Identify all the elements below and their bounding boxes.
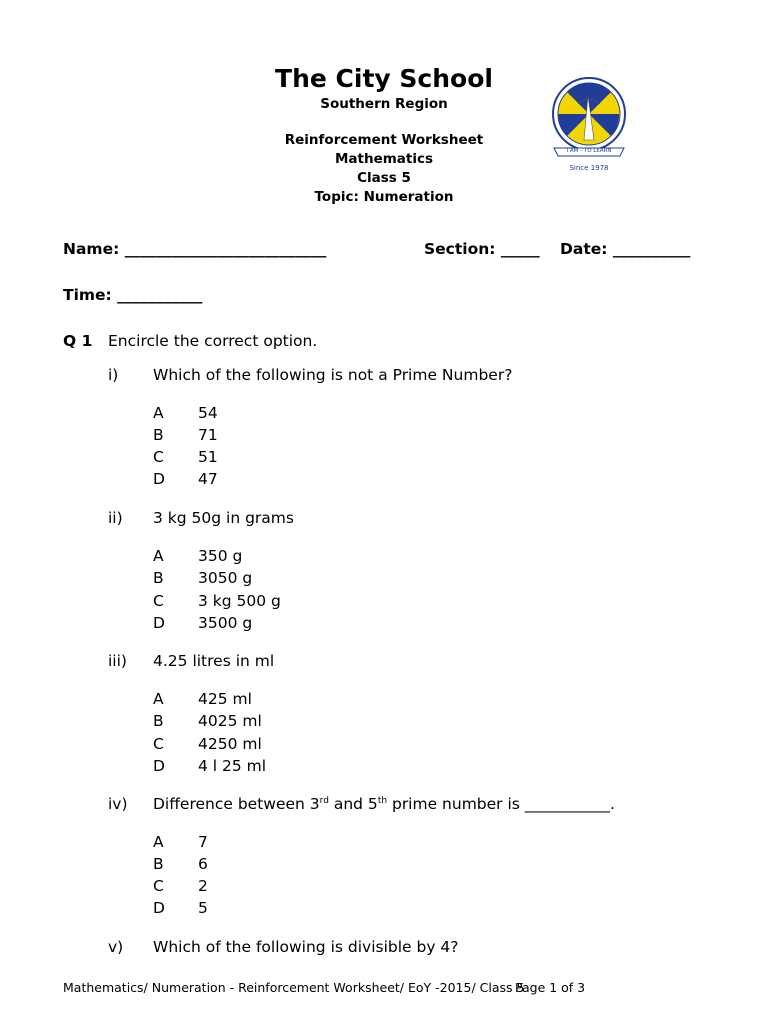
item-text-part: Difference between 3 bbox=[153, 795, 320, 813]
option-value[interactable]: 3050 g bbox=[198, 569, 253, 587]
ordinal-suffix: rd bbox=[319, 795, 329, 806]
date-field[interactable]: Date: __________ bbox=[560, 240, 691, 258]
option-letter[interactable]: D bbox=[153, 899, 165, 917]
option-value[interactable]: 71 bbox=[198, 426, 218, 444]
topic-label: Topic: Numeration bbox=[314, 189, 454, 205]
item-text bbox=[153, 795, 615, 813]
option-letter[interactable]: C bbox=[153, 592, 164, 610]
school-logo bbox=[548, 74, 630, 176]
option-value[interactable]: 350 g bbox=[198, 547, 243, 565]
option-value[interactable]: 54 bbox=[198, 404, 218, 422]
option-letter[interactable]: A bbox=[153, 404, 164, 422]
item-text: 3 kg 50g in grams bbox=[153, 509, 294, 527]
option-value[interactable]: 51 bbox=[198, 448, 218, 466]
logo-since: Since 1978 bbox=[569, 164, 609, 172]
question-instruction: Encircle the correct option. bbox=[108, 332, 318, 350]
option-letter[interactable]: C bbox=[153, 735, 164, 753]
ordinal-suffix: th bbox=[377, 795, 388, 806]
option-letter[interactable]: A bbox=[153, 690, 164, 708]
option-letter[interactable]: B bbox=[153, 426, 164, 444]
option-letter[interactable]: D bbox=[153, 614, 165, 632]
option-value[interactable]: 6 bbox=[198, 855, 208, 873]
option-value[interactable]: 4 l 25 ml bbox=[198, 757, 267, 775]
option-letter[interactable]: A bbox=[153, 833, 164, 851]
item-text: 4.25 litres in ml bbox=[153, 652, 275, 670]
school-title: The City School bbox=[275, 64, 493, 93]
section-field[interactable]: Section: _____ bbox=[424, 240, 540, 258]
page-number: Page 1 of 3 bbox=[515, 980, 586, 995]
logo-motto: I AM - TO LEARN bbox=[566, 148, 612, 154]
item-roman: iii) bbox=[108, 652, 127, 670]
option-letter[interactable]: B bbox=[153, 569, 164, 587]
option-letter[interactable]: B bbox=[153, 712, 164, 730]
item-roman: ii) bbox=[108, 509, 123, 527]
region-label: Southern Region bbox=[320, 96, 448, 112]
name-field[interactable]: Name: __________________________ bbox=[63, 240, 327, 258]
class-label: Class 5 bbox=[357, 170, 411, 186]
item-roman: i) bbox=[108, 366, 119, 384]
option-value[interactable]: 3 kg 500 g bbox=[198, 592, 281, 610]
option-letter[interactable]: B bbox=[153, 855, 164, 873]
option-letter[interactable]: A bbox=[153, 547, 164, 565]
item-roman: v) bbox=[108, 938, 124, 956]
option-letter[interactable]: C bbox=[153, 448, 164, 466]
item-text-part: and 5 bbox=[328, 795, 378, 813]
item-text-part: prime number is ___________. bbox=[387, 795, 615, 813]
option-value[interactable]: 5 bbox=[198, 899, 208, 917]
option-letter[interactable]: C bbox=[153, 877, 164, 895]
option-value[interactable]: 425 ml bbox=[198, 690, 252, 708]
option-letter[interactable]: D bbox=[153, 757, 165, 775]
option-letter[interactable]: D bbox=[153, 470, 165, 488]
option-value[interactable]: 47 bbox=[198, 470, 218, 488]
option-value[interactable]: 4025 ml bbox=[198, 712, 262, 730]
item-text: Which of the following is not a Prime Number? bbox=[153, 366, 513, 384]
option-value[interactable]: 3500 g bbox=[198, 614, 253, 632]
school-crest-icon bbox=[548, 74, 630, 176]
question-number: Q 1 bbox=[63, 332, 93, 350]
option-value[interactable]: 4250 ml bbox=[198, 735, 262, 753]
item-roman: iv) bbox=[108, 795, 128, 813]
time-field[interactable]: Time: ___________ bbox=[63, 286, 203, 304]
footer-text: Mathematics/ Numeration - Reinforcement Worksheet/ EoY -2015/ Class 5 bbox=[63, 980, 525, 995]
subject-label: Mathematics bbox=[334, 151, 434, 167]
worksheet-label: Reinforcement Worksheet bbox=[284, 132, 484, 148]
option-value[interactable]: 7 bbox=[198, 833, 208, 851]
item-text: Which of the following is divisible by 4? bbox=[153, 938, 459, 956]
option-value[interactable]: 2 bbox=[198, 877, 208, 895]
